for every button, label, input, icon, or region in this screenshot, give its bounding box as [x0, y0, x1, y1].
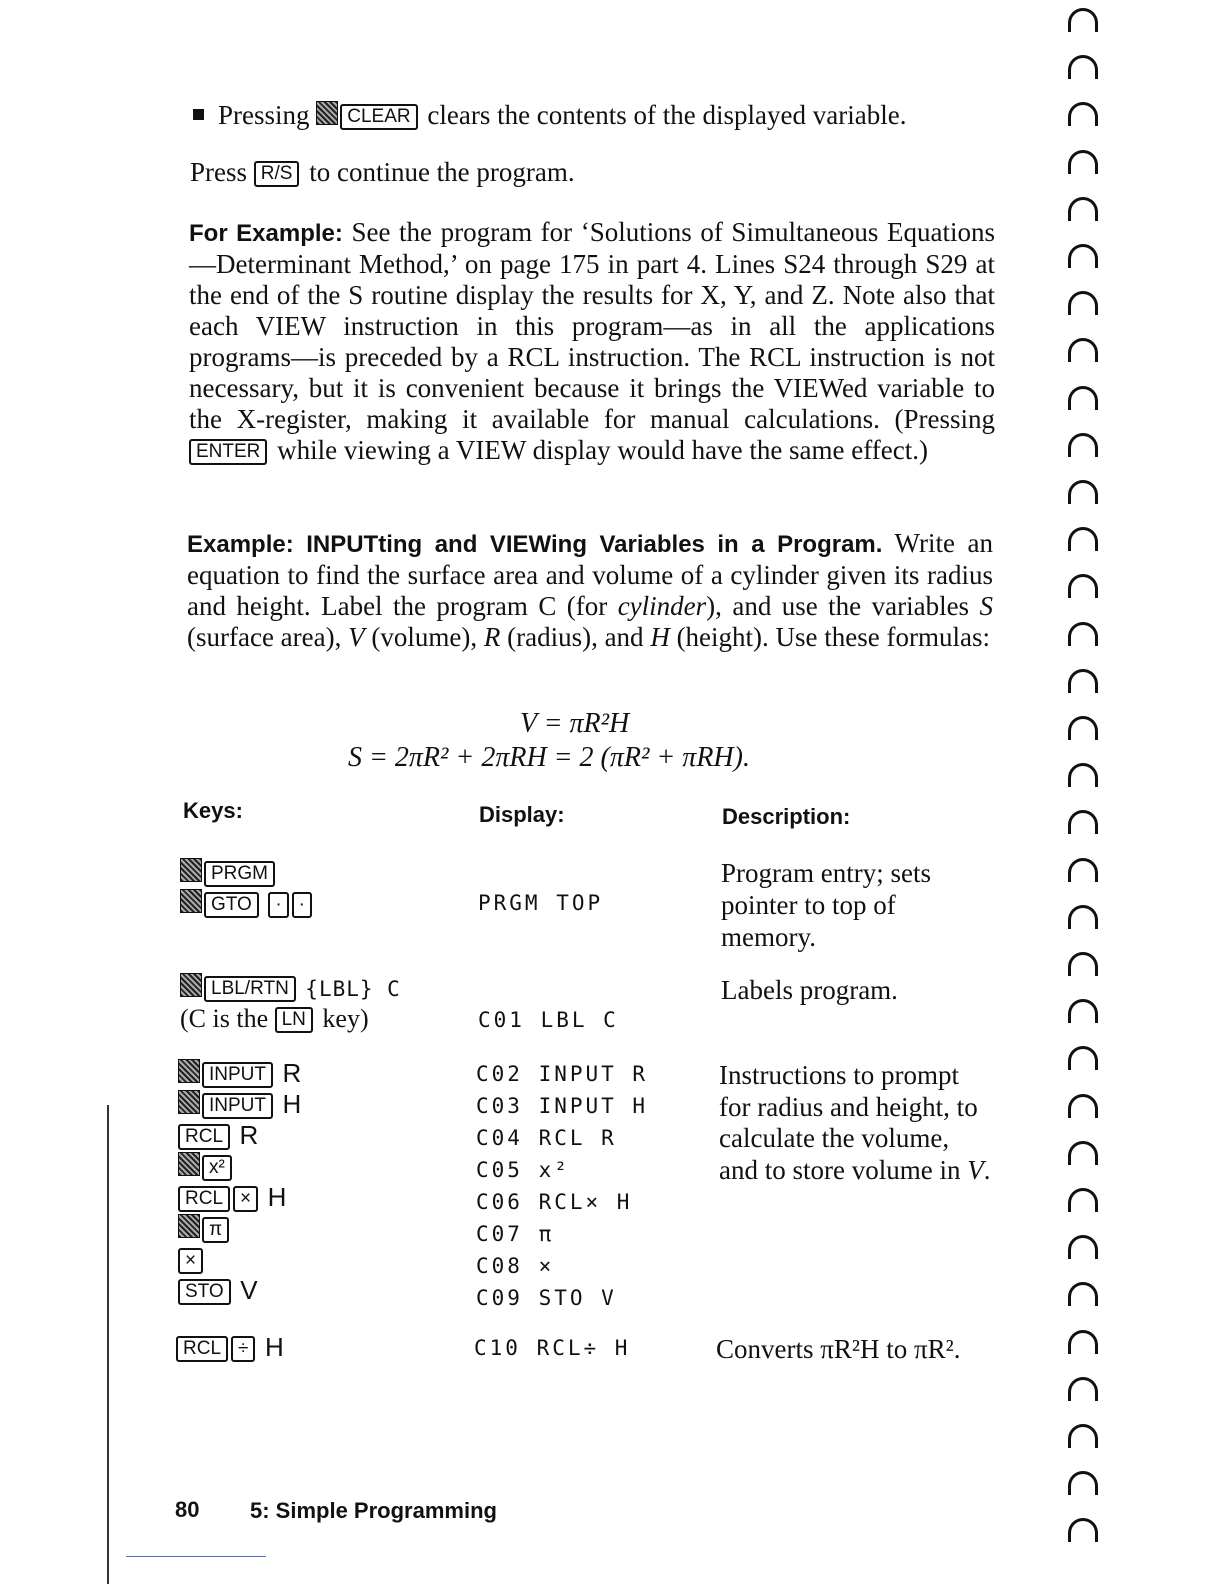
binding-ring-icon: [1068, 622, 1098, 646]
press-post: to continue the program.: [309, 157, 575, 187]
g3-keys: [178, 1058, 301, 1306]
example-text: Write an equation to find the surface area and volume of a cylinder given its radius and height. Label the program C (for: [187, 528, 993, 621]
shift-key-icon: [178, 1152, 200, 1176]
g2-key-note-end: key): [322, 1004, 369, 1033]
shift-key-icon: [180, 973, 202, 997]
program-line: C06 RCL× H: [476, 1190, 633, 1214]
binding-ring-icon: [1068, 810, 1098, 834]
input-key: INPUT: [202, 1093, 273, 1119]
key-arg: R: [282, 1058, 302, 1088]
binding-ring-icon: [1068, 669, 1098, 693]
example-label: Example: INPUTting and VIEWing Variables in a Program.: [187, 531, 883, 558]
prgm-key: PRGM: [204, 861, 275, 887]
g1-key2: [180, 888, 315, 919]
binding-ring-icon: [1068, 244, 1098, 268]
header-description: Description:: [722, 804, 851, 829]
g3-key-row: [178, 1120, 301, 1151]
g2-key1: [180, 972, 401, 1003]
binding-ring-icon: [1068, 1518, 1098, 1542]
formula-volume: V = πR²H: [520, 708, 630, 739]
multiply-key: ×: [233, 1186, 258, 1212]
key-arg: H: [267, 1182, 287, 1212]
bullet-pre: Pressing: [218, 100, 310, 130]
example-italic: cylinder: [617, 591, 707, 621]
g3-key-row: [178, 1089, 301, 1120]
g3-description-text: Instructions to prompt for radius and height, to calculate the volume, and to store volume in: [719, 1060, 978, 1185]
enter-key: ENTER: [189, 439, 267, 465]
g4-keys: [176, 1332, 284, 1363]
multiply-key: ×: [178, 1248, 203, 1274]
key-arg: R: [239, 1120, 259, 1150]
bullet-icon: [193, 109, 204, 120]
program-line: C05 x²: [476, 1158, 570, 1182]
for-example-label: For Example:: [189, 220, 343, 247]
g4-description: Converts πR²H to πR².: [716, 1334, 961, 1364]
var-v: V: [348, 622, 365, 652]
g3-description: [719, 1060, 994, 1186]
var-s: S: [979, 591, 993, 621]
pi-key: π: [202, 1217, 229, 1243]
binding-ring-icon: [1068, 905, 1098, 929]
dot-key: ·: [268, 892, 288, 918]
binding-ring-icon: [1068, 1471, 1098, 1495]
program-line: C04 RCL R: [476, 1126, 617, 1150]
program-line: C03 INPUT H: [476, 1094, 649, 1118]
binding-ring-icon: [1068, 527, 1098, 551]
shift-key-icon: [178, 1059, 200, 1083]
g2-description: Labels program.: [721, 975, 898, 1005]
gto-key: GTO: [204, 892, 259, 918]
g1-display: PRGM TOP: [478, 891, 604, 915]
shift-key-icon: [180, 858, 202, 882]
binding-ring-icon: [1068, 952, 1098, 976]
header-display: Display:: [479, 802, 565, 827]
example-text-b: ), and use the variables: [706, 591, 970, 621]
rcl-key: RCL: [176, 1336, 228, 1362]
program-line: C02 INPUT R: [476, 1062, 649, 1086]
rs-key: R/S: [254, 161, 300, 187]
binding-ring-icon: [1068, 433, 1098, 457]
press-line: [190, 157, 990, 188]
formula-surface: S = 2πR² + 2πRH = 2 (πR² + πRH).: [348, 742, 750, 773]
binding-ring-icon: [1068, 386, 1098, 410]
g2-display: C01 LBL C: [478, 1008, 619, 1032]
binding-ring-icon: [1068, 1424, 1098, 1448]
g3-key-row: [178, 1275, 301, 1306]
example-text-d: (volume),: [371, 622, 478, 652]
var-h: H: [650, 622, 670, 652]
g4-display: C10 RCL÷ H: [474, 1336, 631, 1360]
binding-ring-icon: [1068, 102, 1098, 126]
example-text-f: (height). Use these formulas:: [676, 622, 990, 652]
press-pre: Press: [190, 157, 248, 187]
g3-description-end: .: [983, 1154, 991, 1185]
g1-key1: [180, 857, 278, 888]
shift-key-icon: [178, 1214, 200, 1238]
binding-ring-icon: [1068, 574, 1098, 598]
chapter-title: 5: Simple Programming: [250, 1498, 497, 1523]
lblrtn-key: LBL/RTN: [204, 976, 296, 1002]
var-r: R: [483, 622, 501, 652]
binding-ring-icon: [1068, 338, 1098, 362]
g3-key-row: [178, 1182, 301, 1213]
for-example-text: See the program for ‘Solutions of Simultaneous Equations—Determinant Method,’ on page 175 in part 4. Lines S24 through S29 at the end of the S routine display the results for X, Y, and Z. Note also that each VIEW instruction in this program—as in all the applications programs—is preceded by a RCL instruction. The RCL instruction is not necessary, but it is convenient because it brings the VIEWed variable to the X-register, making it available for manual calculations. (Pressing: [189, 217, 996, 434]
dot-key: ·: [292, 892, 312, 918]
key-arg: H: [282, 1089, 302, 1119]
shift-key-icon: [316, 101, 338, 125]
binding-ring-icon: [1068, 1330, 1098, 1354]
ln-key: LN: [275, 1007, 313, 1033]
g3-key-row: [178, 1151, 301, 1182]
shift-key-icon: [178, 1090, 200, 1114]
binding-ring-icon: [1068, 1046, 1098, 1070]
binding-ring-icon: [1068, 197, 1098, 221]
program-line: C08 ×: [476, 1254, 555, 1278]
for-example-paragraph: [189, 217, 995, 466]
binding-ring-icon: [1068, 480, 1098, 504]
rcl-key: RCL: [178, 1186, 230, 1212]
rcl-key: RCL: [178, 1124, 230, 1150]
divide-key: ÷: [231, 1336, 255, 1362]
binding-ring-icon: [1068, 763, 1098, 787]
binding-ring-icon: [1068, 150, 1098, 174]
shift-key-icon: [180, 889, 202, 913]
example-paragraph: [187, 528, 993, 653]
binding-ring-icon: [1068, 1377, 1098, 1401]
g2-key2: [180, 1003, 369, 1034]
g1-description: Program entry; sets pointer to top of memory.: [721, 858, 931, 952]
margin-line: [107, 1105, 109, 1584]
binding-ring-icon: [1068, 858, 1098, 882]
g3-display: [476, 1062, 648, 1318]
binding-ring-icon: [1068, 291, 1098, 315]
binding-ring-icon: [1068, 716, 1098, 740]
binding-ring-icon: [1068, 8, 1098, 32]
program-line: C07 π: [476, 1222, 555, 1246]
g2-key-note: (C is the: [180, 1004, 269, 1033]
g3-key-row: [178, 1244, 301, 1275]
bullet-post: clears the contents of the displayed variable.: [427, 100, 907, 130]
footer-rule: [126, 1556, 266, 1557]
g3-key-row: [178, 1058, 301, 1089]
header-keys: Keys:: [183, 798, 243, 823]
bullet-paragraph: [193, 100, 993, 131]
binding-ring-icon: [1068, 1141, 1098, 1165]
binding-ring-icon: [1068, 1188, 1098, 1212]
binding-ring-icon: [1068, 1094, 1098, 1118]
clear-key: CLEAR: [340, 104, 417, 130]
x-squared-key: x²: [202, 1155, 232, 1181]
input-key: INPUT: [202, 1062, 273, 1088]
g3-description-var: V: [967, 1154, 984, 1185]
page-number: 80: [175, 1497, 200, 1522]
key-arg: H: [264, 1332, 284, 1362]
binding-ring-icon: [1068, 999, 1098, 1023]
g3-key-row: [178, 1213, 301, 1244]
key-arg: V: [240, 1275, 258, 1305]
example-text-e: (radius), and: [507, 622, 644, 652]
binding-ring-icon: [1068, 55, 1098, 79]
binding-ring-icon: [1068, 1282, 1098, 1306]
sto-key: STO: [178, 1279, 231, 1305]
program-line: C09 STO V: [476, 1286, 617, 1310]
lbl-softkey: {LBL} C: [305, 977, 401, 1001]
for-example-text-end: while viewing a VIEW display would have the same effect.): [277, 435, 928, 465]
binding-ring-icon: [1068, 1235, 1098, 1259]
example-text-c: (surface area),: [187, 622, 342, 652]
